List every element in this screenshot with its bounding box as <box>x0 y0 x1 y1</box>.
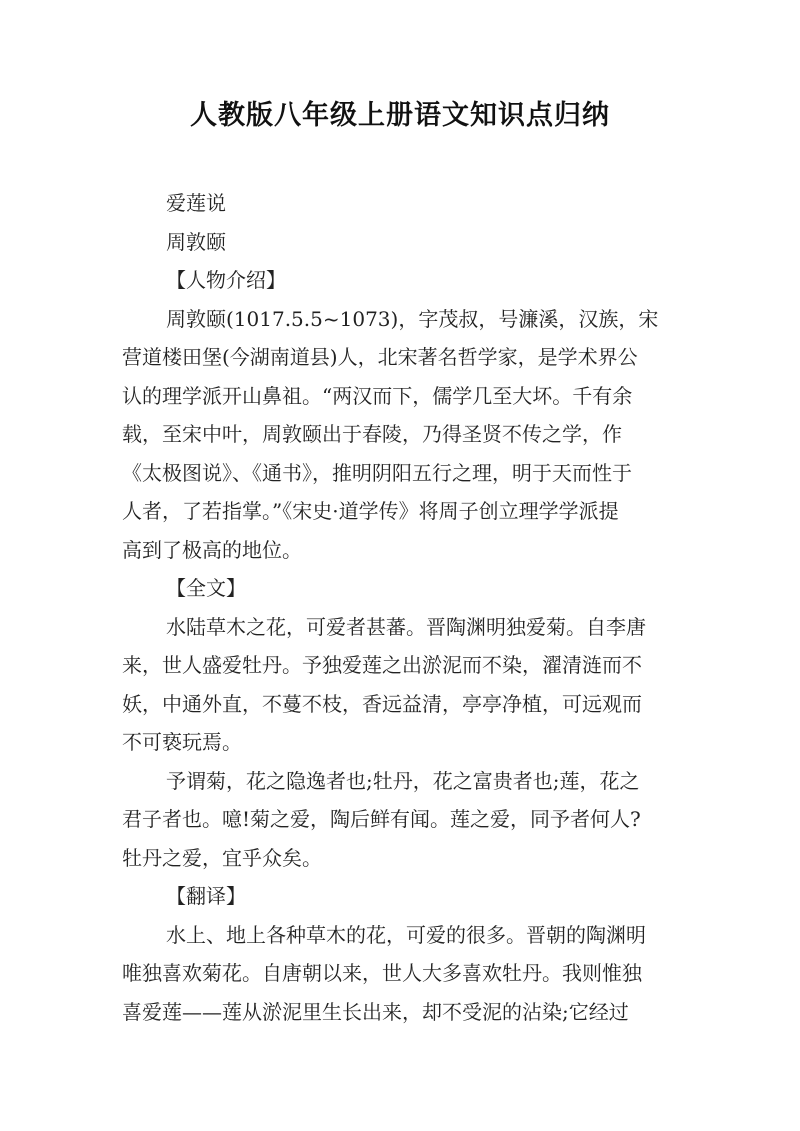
document-body <box>122 184 678 1031</box>
paragraph-line: 予谓菊，花之隐逸者也;牡丹，花之富贵者也;莲，花之 <box>166 768 640 793</box>
section-heading-translation: 【翻译】 <box>166 884 246 908</box>
paragraph-line: 唯独喜欢菊花。自唐朝以来，世人大多喜欢牡丹。我则惟独 <box>122 961 642 985</box>
paragraph-line: 人者，了若指掌。”《宋史·道学传》将周子创立理学学派提 <box>122 499 619 523</box>
document-title: 人教版八年级上册语文知识点归纳 <box>190 100 610 131</box>
paragraph-line: 水上、地上各种草木的花，可爱的很多。晋朝的陶渊明 <box>166 922 646 947</box>
paragraph-line: 周敦颐(1017.5.5~1073)，字茂叔，号濂溪，汉族，宋 <box>166 306 659 331</box>
paragraph-line: 《太极图说》、《通书》，推明阴阳五行之理，明于天而性于 <box>122 460 632 485</box>
essay-title: 爱莲说 <box>166 191 226 215</box>
section-heading-full-text: 【全文】 <box>166 576 246 600</box>
paragraph-line: 高到了极高的地位。 <box>122 537 302 562</box>
paragraph-line: 牡丹之爱，宜乎众矣。 <box>122 845 322 870</box>
section-heading-introduction: 【人物介绍】 <box>166 268 286 292</box>
paragraph-line: 妖，中通外直，不蔓不枝，香远益清，亭亭净植，可远观而 <box>122 691 642 716</box>
author-name: 周敦颐 <box>166 229 226 254</box>
paragraph-line: 水陆草木之花，可爱者甚蕃。晋陶渊明独爱菊。自李唐 <box>166 614 646 639</box>
paragraph-line: 认的理学派开山鼻祖。“两汉而下，儒学几至大坏。千有余 <box>122 383 633 408</box>
paragraph-line: 不可亵玩焉。 <box>122 730 242 754</box>
paragraph-line: 营道楼田堡(今湖南道县)人，北宋著名哲学家，是学术界公 <box>122 345 638 369</box>
paragraph-line: 君子者也。噫!菊之爱，陶后鲜有闻。莲之爱，同予者何人? <box>122 807 641 831</box>
paragraph-line: 载，至宋中叶，周敦颐出于春陵，乃得圣贤不传之学，作 <box>122 422 622 446</box>
paragraph-line: 喜爱莲——莲从淤泥里生长出来，却不受泥的沾染;它经过 <box>122 999 629 1024</box>
paragraph-line: 来，世人盛爱牡丹。予独爱莲之出淤泥而不染，濯清涟而不 <box>122 653 642 677</box>
